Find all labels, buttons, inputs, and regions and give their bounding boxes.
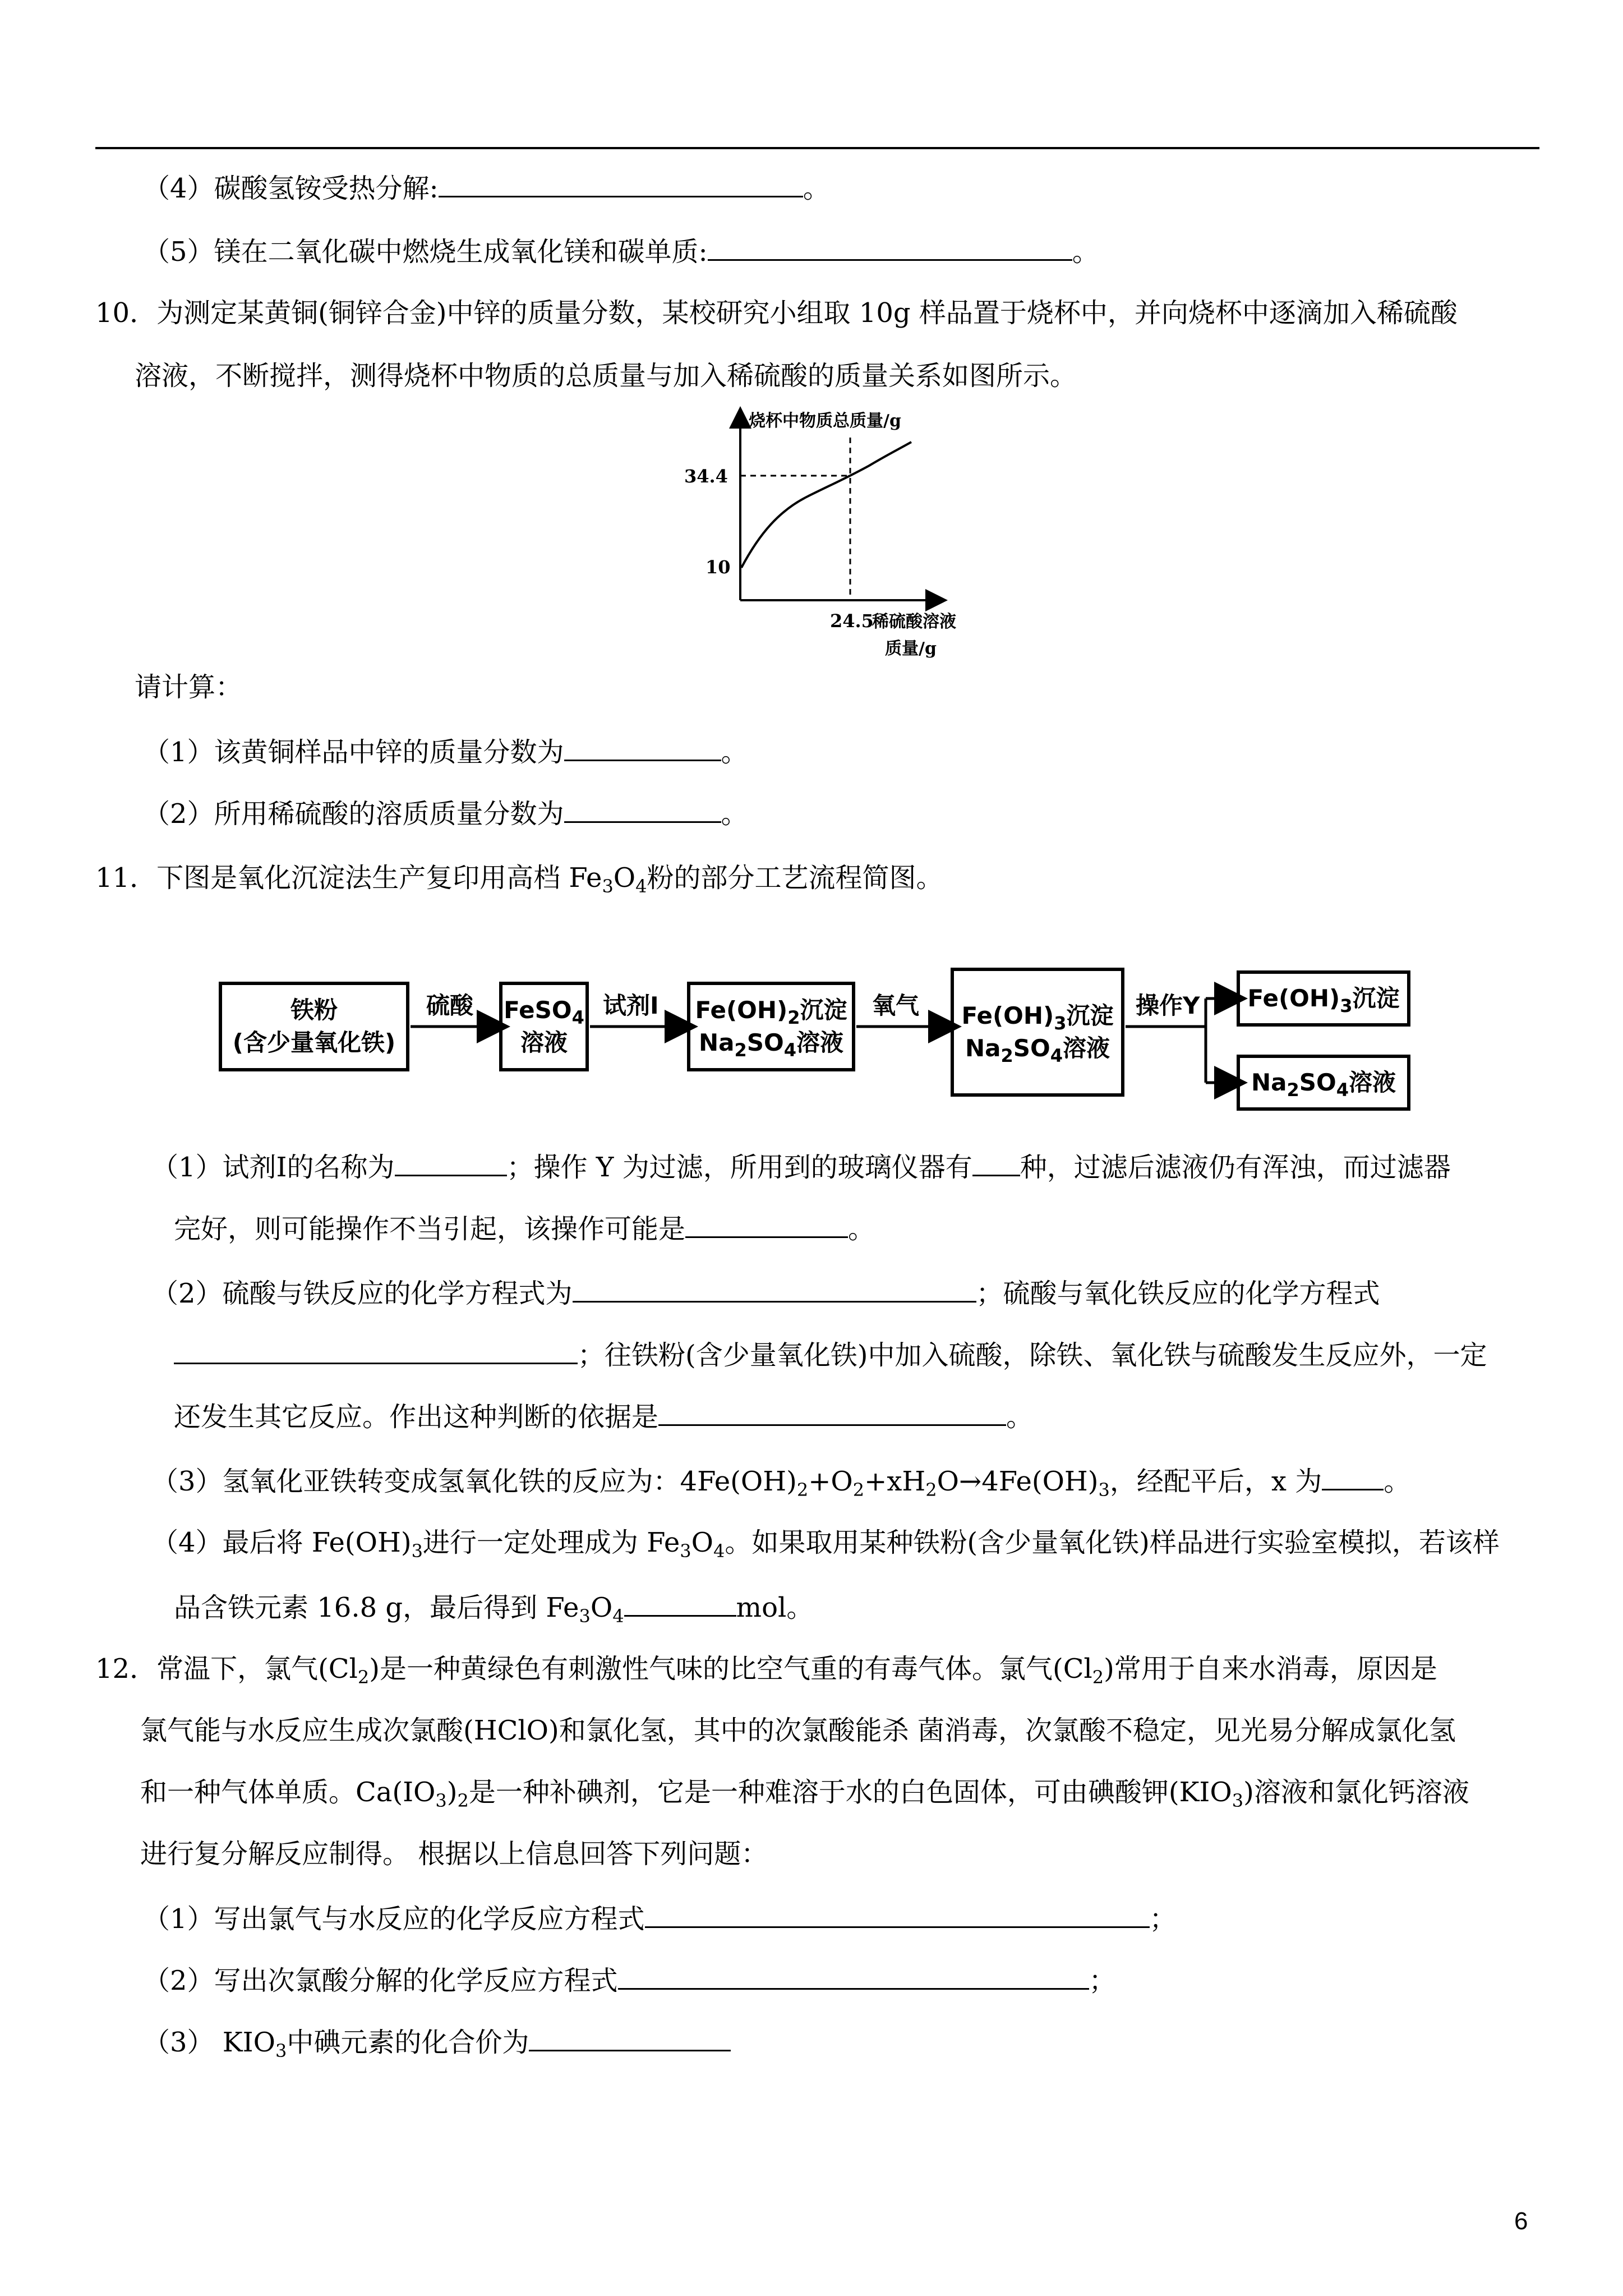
q10-ask: 请计算： [135,671,243,703]
flow-box-na2so4-solution: $Na_2SO_4$溶液 [1237,1055,1410,1111]
q10-part2: （2）所用稀硫酸的溶质质量分数为 。 [143,797,748,831]
flow-box-feoh3-precipitate: $Fe(OH)_3$沉淀 [1237,970,1410,1027]
q10-part1: （1）该黄铜样品中锌的质量分数为 。 [143,735,748,769]
q12-stem-line2: 氯气能与水反应生成次氯酸(HClO)和氯化氢，其中的次氯酸能杀 菌消毒，次氯酸不稳定，见光易分解成氯化氢 [140,1715,1456,1746]
answer-blank[interactable] [645,1902,1150,1928]
answer-blank[interactable] [658,1400,1006,1426]
q12-stem-line1: 12．常温下，氯气$(Cl_2)$是一种黄绿色有刺激性气味的比空气重的有毒气体。氯气$(Cl_2)$常用于自来水消毒，原因是 [95,1653,1437,1688]
q9-part5: （5）镁在二氧化碳中燃烧生成氧化镁和碳单质: 。 [143,234,1099,269]
q12-part3: （3） $KIO_3$中碘元素的化合价为 [143,2025,731,2059]
q11-part1-line2: 完好，则可能操作不当引起，该操作可能是 。 [174,1212,875,1246]
q11-part3: （3）氢氧化亚铁转变成氢氧化铁的反应为：$4Fe(OH)_2+O_2+xH_2O\to 4Fe(OH)_3$，经配平后，x 为 。 [151,1464,1410,1498]
q11-part2-line3: 还发生其它反应。作出这种判断的依据是 。 [174,1400,1033,1434]
q11-part4-line2: 品含铁元素 16.8 g，最后得到 $Fe_3O_4$ mol。 [174,1590,813,1625]
answer-blank[interactable] [624,1590,736,1617]
x-axis-label-1: 稀硫酸溶液 [872,612,956,632]
x-axis-label-2: 质量/g [885,639,937,659]
answer-blank[interactable] [1322,1464,1384,1490]
x-tick-24.5: 24.5 [830,610,874,632]
flow-box-iron-powder: 铁粉 (含少量氧化铁) [219,982,409,1071]
q9-part4: （4）碳酸氢铵受热分解: 。 [143,171,830,205]
flow-box-feoh3: $Fe(OH)_3$沉淀 $Na_2SO_4$溶液 [951,968,1124,1097]
q11-part4-line1: （4）最后将 $Fe(OH)_3$进行一定处理成为 $Fe_3O_4$。如果取用某种铁粉(含少量氧化铁)样品进行实验室模拟，若该样 [151,1527,1500,1562]
answer-blank[interactable] [972,1150,1020,1176]
y-axis-label: 烧杯中物质总质量/g [749,411,901,431]
answer-blank[interactable] [573,1276,976,1303]
answer-blank[interactable] [618,1963,1089,1990]
q10-stem-line1: 10．为测定某黄铜(铜锌合金)中锌的质量分数，某校研究小组取 10g 样品置于烧杯中，并向烧杯中逐滴加入稀硫酸 [95,297,1458,329]
q11-part1-line1: （1）试剂Ⅰ的名称为 ；操作 Y 为过滤，所用到的玻璃仪器有 种，过滤后滤液仍有浑浊，而过滤器 [151,1150,1451,1184]
q11-part2-line2: ；往铁粉(含少量氧化铁)中加入硫酸，除铁、氧化铁与硫酸发生反应外，一定 [174,1338,1487,1372]
q10-stem-line2: 溶液，不断搅拌，测得烧杯中物质的总质量与加入稀硫酸的质量关系如图所示。 [135,360,1077,392]
answer-blank[interactable] [174,1338,578,1364]
q11-stem: 11．下图是氧化沉淀法生产复印用高档 $Fe_3O_4$粉的部分工艺流程简图。 [95,862,943,897]
q12-stem-line4: 进行复分解反应制得。 根据以上信息回答下列问题： [140,1838,768,1870]
q12-part1: （1）写出氯气与水反应的化学反应方程式 ； [143,1902,1177,1936]
page-number: 6 [1514,2207,1528,2235]
q12-part2: （2）写出次氯酸分解的化学反应方程式 ； [143,1963,1116,1998]
answer-blank[interactable] [395,1150,507,1176]
flow-label-sulfuric-acid: 硫酸 [426,992,474,1019]
flow-label-reagent-1: 试剂Ⅰ [603,992,659,1019]
y-tick-10: 10 [706,556,731,578]
flow-box-feso4: FeSO$_4$ 溶液 [499,982,589,1071]
flow-label-operation-y: 操作Y [1136,992,1200,1019]
y-tick-34.4: 34.4 [684,466,728,487]
q11-part2-line1: （2）硫酸与铁反应的化学方程式为 ；硫酸与氧化铁反应的化学方程式 [151,1276,1380,1310]
flow-box-feoh2: $Fe(OH)_2$沉淀 $Na_2SO_4$溶液 [687,982,855,1071]
q12-stem-line3: 和一种气体单质。$Ca(IO_3)_2$是一种补碘剂，它是一种难溶于水的白色固体，可由碘酸钾$(KIO_3)$溶液和氯化钙溶液 [140,1777,1469,1811]
answer-blank[interactable] [529,2025,731,2051]
flow-label-oxygen: 氧气 [872,992,920,1019]
answer-blank[interactable] [685,1212,848,1238]
